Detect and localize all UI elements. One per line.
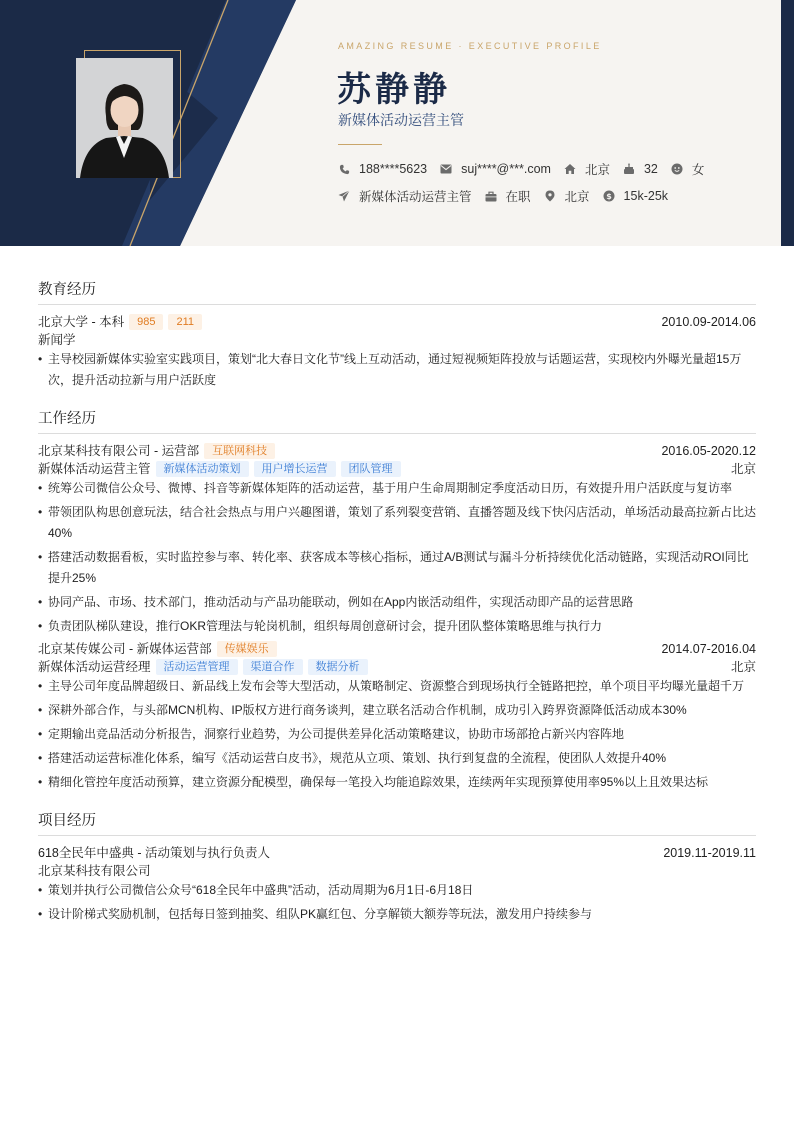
list-item: • 搭建活动数据看板，实时监控参与率、转化率、获客成本等核心指标，通过A/B测试与漏斗分析持续优化活动链路，实现活动ROI同比提升25%	[38, 547, 756, 589]
list-item: • 负责团队梯队建设，推行OKR管理法与轮岗机制，组织每周创意研讨会，提升团队整体策略思维与执行力	[38, 616, 756, 637]
skill-tag: 新媒体活动策划	[156, 461, 249, 477]
age-item	[623, 162, 658, 176]
job-status-text: 在职	[505, 190, 531, 204]
list-item: • 策划并执行公司微信公众号“618全民年中盛典”活动，活动周期为6月1日-6月18日	[38, 880, 756, 901]
list-item: • 设计阶梯式奖励机制，包括每日签到抽奖、组队PK赢红包、分享解锁大额券等玩法，激发用户持续参与	[38, 904, 756, 925]
project-name: 618全民年中盛典 - 活动策划与执行负责人	[38, 846, 270, 860]
target-city-item	[544, 187, 590, 205]
list-item: • 统筹公司微信公众号、微博、抖音等新媒体矩阵的活动运营，基于用户生命周期制定季度活动日历，有效提升用户活跃度与复访率	[38, 478, 756, 499]
school-name: 北京大学 - 本科	[38, 315, 125, 329]
target-city-text: 北京	[564, 190, 590, 204]
target-position-item	[338, 187, 472, 205]
age-text: 32	[643, 162, 658, 176]
briefcase-icon	[485, 190, 497, 202]
job-status-item	[485, 187, 531, 205]
svg-text:$: $	[605, 191, 612, 201]
phone-icon	[338, 163, 350, 175]
avatar	[76, 58, 173, 178]
home-icon	[564, 163, 576, 175]
work-item	[38, 442, 756, 637]
list-item: • 定期输出竞品活动分析报告，洞察行业趋势，为公司提供差异化活动策略建议，协助市场部抢占新兴内容阵地	[38, 724, 756, 745]
list-item: • 主导公司年度品牌超级日、新品线上发布会等大型活动，从策略制定、资源整合到现场执行全链路把控，单个项目平均曝光量超千万	[38, 676, 756, 697]
education-section	[38, 278, 756, 391]
school-tag-211: 211	[168, 314, 202, 330]
email-text: suj****@***.com	[461, 162, 551, 176]
target-position-text: 新媒体活动运营主管	[359, 190, 472, 204]
resume-content	[38, 278, 756, 941]
work-title: 工作经历	[38, 407, 756, 434]
salary-icon	[603, 190, 615, 202]
education-title: 教育经历	[38, 278, 756, 305]
list-item: • 深耕外部合作，与头部MCN机构、IP版权方进行商务谈判，建立联名活动合作机制，成功引入跨界资源降低活动成本30%	[38, 700, 756, 721]
salary-item	[603, 189, 668, 203]
resume-header	[0, 0, 794, 246]
title-divider	[338, 144, 382, 145]
city-item	[564, 160, 610, 178]
work-date: 2014.07-2016.04	[661, 642, 756, 656]
skill-tag: 团队管理	[341, 461, 401, 477]
project-date: 2019.11-2019.11	[663, 846, 756, 860]
skill-tag: 渠道合作	[243, 659, 303, 675]
work-position-row	[38, 460, 756, 478]
work-position-row	[38, 658, 756, 676]
education-header-row	[38, 313, 756, 331]
list-item: • 带领团队构思创意玩法，结合社会热点与用户兴趣图谱，策划了系列裂变营销、直播答题及线下快闪店活动，单场活动最高拉新占比达40%	[38, 502, 756, 544]
position-name: 新媒体活动运营经理	[38, 660, 151, 674]
work-date: 2016.05-2020.12	[661, 444, 756, 458]
work-bullets	[38, 478, 756, 637]
position-name: 新媒体活动运营主管	[38, 462, 151, 476]
work-bullets	[38, 676, 756, 793]
cake-icon	[623, 163, 635, 175]
company-name: 北京某科技有限公司 - 运营部	[38, 444, 200, 458]
contact-info-row	[338, 160, 717, 178]
education-date: 2010.09-2014.06	[661, 315, 756, 329]
phone-item	[338, 162, 427, 176]
location-icon	[544, 190, 556, 202]
company-name: 北京某传媒公司 - 新媒体运营部	[38, 642, 212, 656]
list-item: • 精细化管控年度活动预算，建立资源分配模型，确保每一笔投入均能追踪效果，连续两年实现预算使用率95%以上且效果达标	[38, 772, 756, 793]
education-bullets	[38, 349, 756, 391]
skill-tag: 用户增长运营	[254, 461, 336, 477]
work-city: 北京	[730, 462, 756, 476]
project-section	[38, 809, 756, 925]
industry-tag: 互联网科技	[204, 443, 275, 459]
salary-text: 15k-25k	[623, 189, 669, 203]
work-city: 北京	[730, 660, 756, 674]
list-item: • 协同产品、市场、技术部门，推动活动与产品功能联动，例如在App内嵌活动组件，实现活动即产品的运营思路	[38, 592, 756, 613]
list-item: • 搭建活动运营标准化体系，编写《活动运营白皮书》，规范从立项、策划、执行到复盘的全流程，使团队人效提升40%	[38, 748, 756, 769]
gender-icon	[671, 163, 683, 175]
industry-tag: 传媒娱乐	[217, 641, 277, 657]
candidate-job-title: 新媒体活动运营主管	[338, 112, 464, 128]
school-tag-985: 985	[129, 314, 163, 330]
resume-tagline: AMAZING RESUME · EXECUTIVE PROFILE	[338, 41, 602, 51]
career-info-row	[338, 187, 681, 205]
email-item	[440, 162, 551, 176]
work-item	[38, 640, 756, 793]
mail-icon	[440, 163, 452, 175]
project-title: 项目经历	[38, 809, 756, 836]
header-right-bar	[781, 0, 794, 246]
skill-tag: 活动运营管理	[156, 659, 238, 675]
candidate-name: 苏静静	[337, 70, 451, 110]
project-company: 北京某科技有限公司	[38, 864, 151, 878]
project-bullets	[38, 880, 756, 925]
skill-tag: 数据分析	[308, 659, 368, 675]
education-major: 新闻学	[38, 333, 76, 347]
city-text: 北京	[584, 163, 610, 177]
work-company-row	[38, 442, 756, 460]
phone-text: 188****5623	[359, 162, 428, 176]
list-item: • 主导校园新媒体实验室实践项目，策划“北大春日文化节”线上互动活动，通过短视频矩阵投放与话题运营，实现校内外曝光量超15万次，提升活动拉新与用户活跃度	[38, 349, 756, 391]
gender-text: 女	[691, 163, 705, 177]
project-header-row	[38, 844, 756, 862]
gender-item	[671, 160, 705, 178]
work-section	[38, 407, 756, 793]
work-company-row	[38, 640, 756, 658]
send-icon	[338, 190, 350, 202]
